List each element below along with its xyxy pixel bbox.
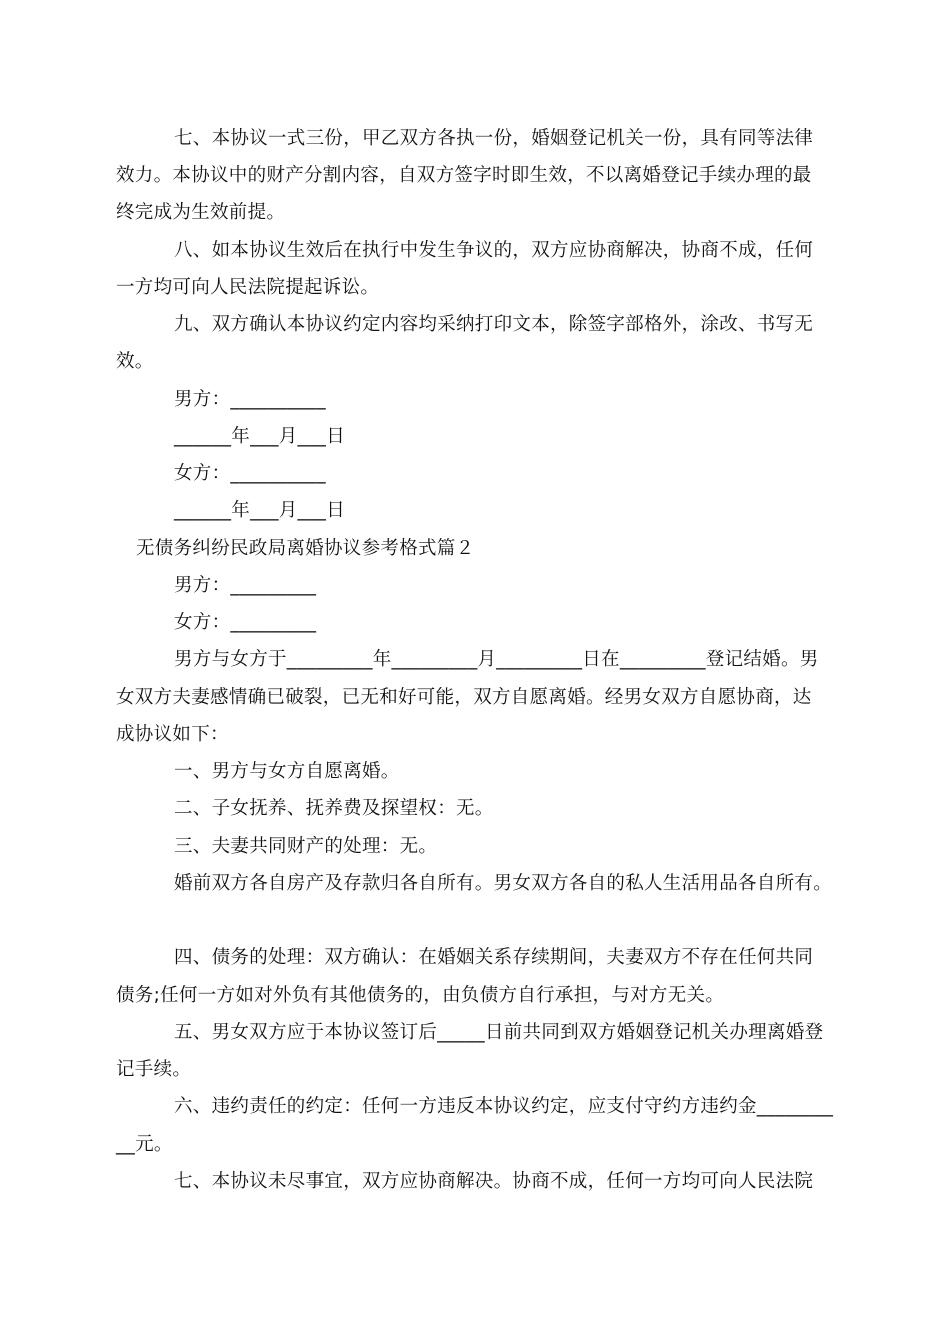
- paragraph-line: 九、双方确认本协议约定内容均采纳打印文本，除签字部格外，涂改、书写无: [174, 314, 814, 335]
- paragraph-line: 一、男方与女方自愿离婚。: [174, 761, 400, 782]
- paragraph-line: 二、子女抚养、抚养费及探望权：无。: [174, 798, 494, 819]
- paragraph-line: 终完成为生效前提。: [116, 202, 286, 223]
- paragraph-line: 五、男女双方应于本协议签订后_____日前共同到双方婚姻登记机关办理离婚登: [174, 1022, 824, 1043]
- date-line: ______年___月___日: [174, 426, 346, 447]
- paragraph-line: 女双方夫妻感情确已破裂，已无和好可能，双方自愿离婚。经男女双方自愿协商，达: [116, 687, 812, 708]
- paragraph-line: 四、债务的处理：双方确认：在婚姻关系存续期间，夫妻双方不存在任何共同: [174, 947, 814, 968]
- date-line: ______年___月___日: [174, 500, 346, 521]
- paragraph-line: __元。: [116, 1134, 173, 1155]
- paragraph-line: 债务;任何一方如对外负有其他债务的，由负债方自行承担，与对方无关。: [116, 985, 725, 1006]
- paragraph-line: 七、本协议未尽事宜，双方应协商解决。协商不成，任何一方均可向人民法院: [174, 1171, 814, 1192]
- paragraph-line: 六、违约责任的约定：任何一方违反本协议约定，应支付守约方违约金________: [174, 1096, 834, 1117]
- paragraph-line: 八、如本协议生效后在执行中发生争议的，双方应协商解决，协商不成，任何: [174, 240, 814, 261]
- signature-line-male: 男方：_________: [174, 575, 317, 596]
- signature-line-female: 女方：_________: [174, 612, 317, 633]
- signature-line-male: 男方：__________: [174, 389, 326, 410]
- paragraph-line: 三、夫妻共同财产的处理：无。: [174, 836, 438, 857]
- paragraph-line: 成协议如下：: [116, 724, 229, 745]
- paragraph-line: 记手续。: [116, 1059, 192, 1080]
- signature-line-female: 女方：__________: [174, 463, 326, 484]
- paragraph-line: 一方均可向人民法院提起诉讼。: [116, 277, 380, 298]
- paragraph-line: 效力。本协议中的财产分割内容，自双方签字时即生效，不以离婚登记手续办理的最: [116, 165, 812, 186]
- paragraph-line: 七、本协议一式三份，甲乙双方各执一份，婚姻登记机关一份，具有同等法律: [174, 128, 814, 149]
- paragraph-line: 婚前双方各自房产及存款归各自所有。男女双方各自的私人生活用品各自所有。: [174, 873, 833, 894]
- paragraph-line: 效。: [116, 351, 154, 372]
- paragraph-line: 男方与女方于_________年_________月_________日在_________登记结婚。男: [174, 649, 819, 670]
- section-title: 无债务纠纷民政局离婚协议参考格式篇２: [136, 538, 475, 559]
